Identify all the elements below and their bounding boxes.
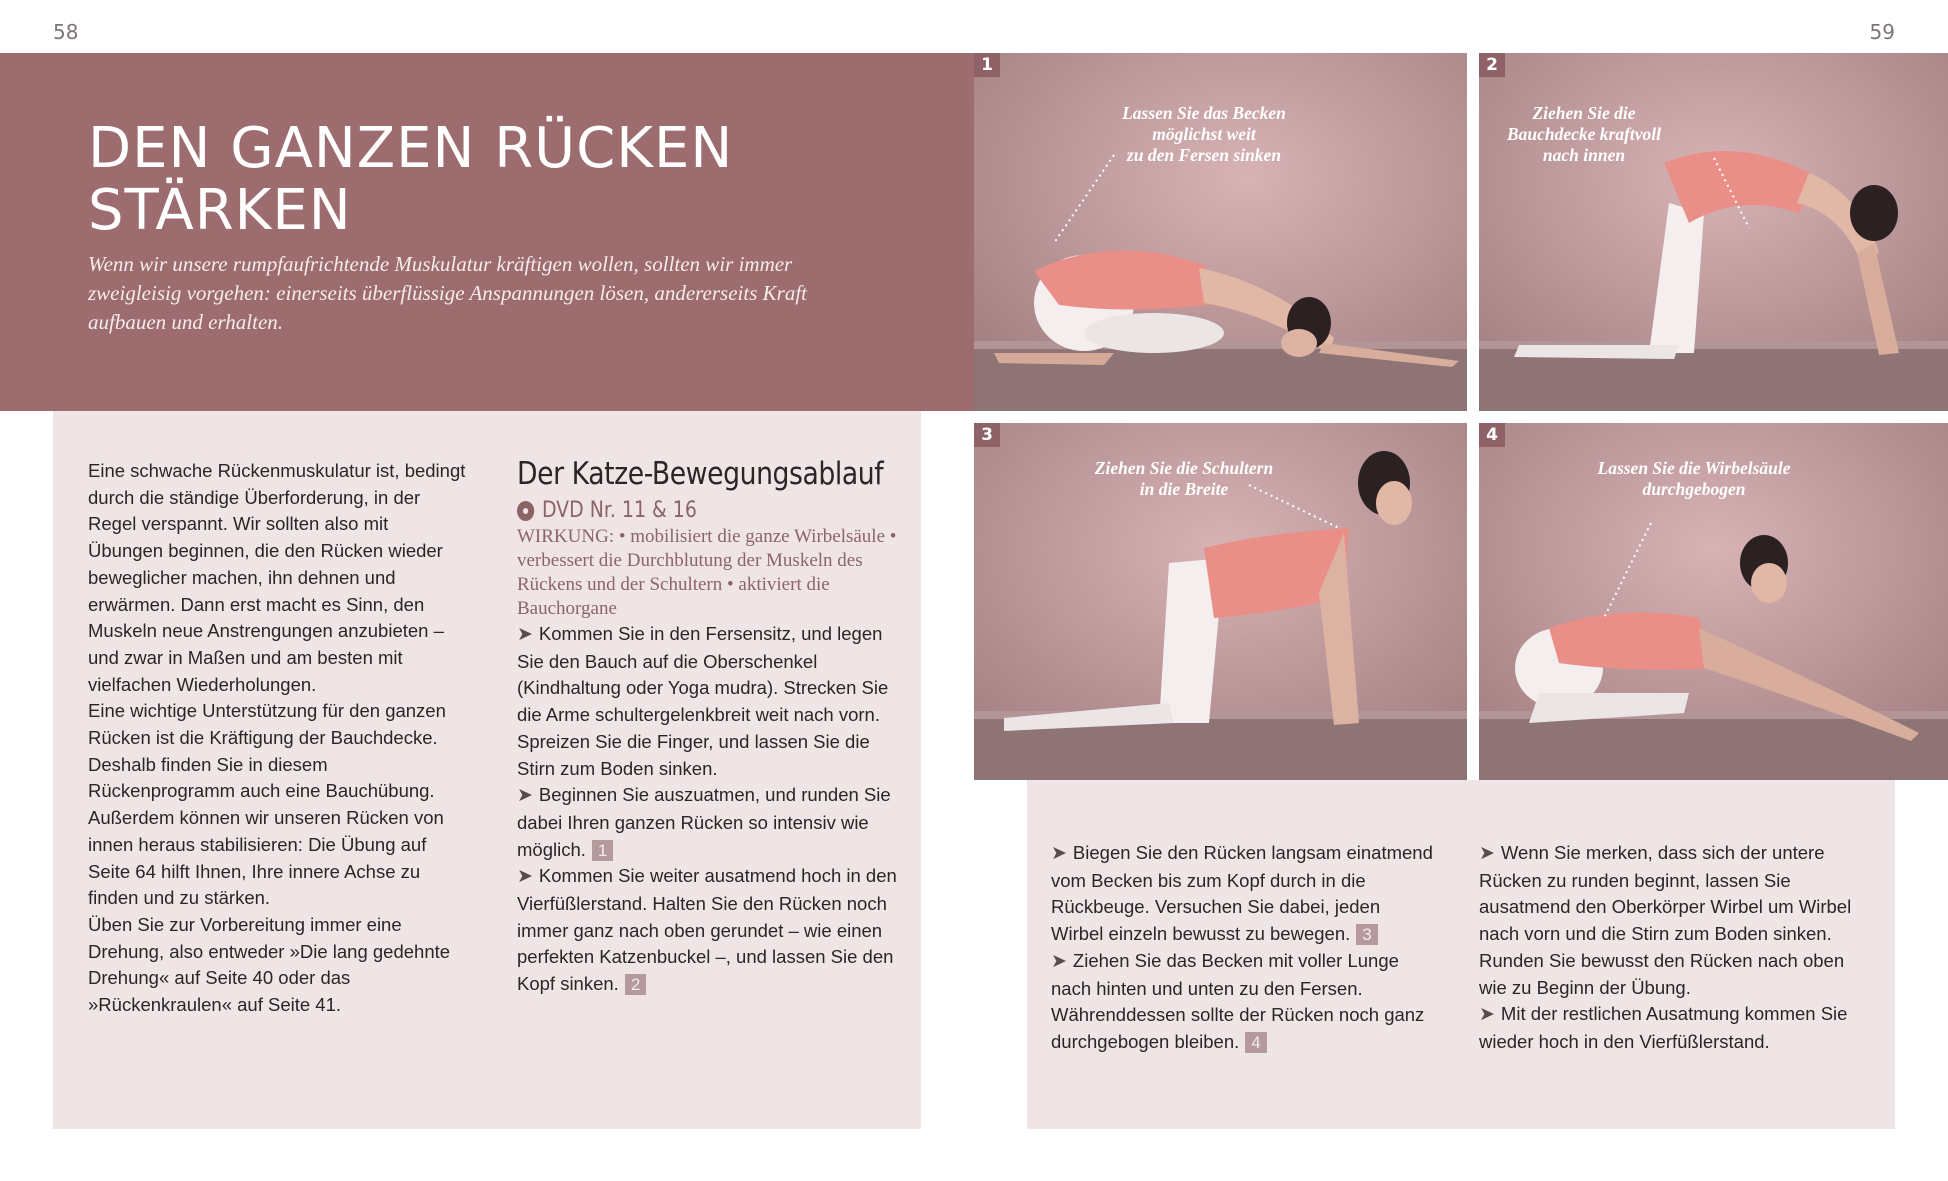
step-item — [1479, 840, 1864, 1001]
step-item — [1479, 1001, 1864, 1055]
photo-caption: Lassen Sie das Becken möglichst weit zu den Fersen sinken — [1122, 103, 1286, 165]
photo-caption: Ziehen Sie die Bauchdecke kraftvoll nach innen — [1506, 103, 1662, 165]
step-item — [517, 863, 902, 998]
title-line-2: STÄRKEN — [88, 178, 352, 243]
photo-ref-badge: 1 — [592, 840, 613, 861]
photo-number-badge: 3 — [974, 423, 1000, 447]
photo-3 — [974, 423, 1467, 780]
arrow-icon: ➤ — [517, 866, 533, 888]
photo-ref-badge: 2 — [625, 974, 646, 995]
body-paragraph: Eine schwache Rückenmuskulatur ist, bedingt durch die ständige Überforderung, in der Regel verspannt. Wir sollten also mit Übungen beginnen, die den Rücken wieder beweglicher machen, ihn dehnen und erwärmen. Dann erst macht es Sinn, den Muskeln neue Anstrengungen anzubieten – und zwar in Maßen und am besten mit vielfachen Wiederholungen. — [88, 460, 466, 695]
arrow-icon: ➤ — [517, 785, 533, 807]
title-line-1: DEN GANZEN RÜCKEN — [88, 116, 734, 181]
exercise-column — [517, 455, 902, 998]
left-column — [88, 458, 468, 1019]
intro-text: Wenn wir unsere rumpfaufrichtende Muskulatur kräftigen wollen, sollten wir immer zweigleisig vorgehen: einerseits überflüssige Anspannungen lösen, andererseits Kraft aufbauen und erhalten. — [88, 252, 807, 334]
photo-ref-badge: 4 — [1245, 1032, 1266, 1053]
step-text: Mit der restlichen Ausatmung kommen Sie wieder hoch in den Vierfüßlerstand. — [1479, 1003, 1848, 1052]
photo-1 — [974, 53, 1467, 411]
dvd-disc-icon — [517, 501, 534, 521]
body-paragraph: Außerdem können wir unseren Rücken von innen heraus stabilisieren: Die Übung auf Seite 64 hilft Ihnen, Ihre innere Achse zu finden und zu stärken. — [88, 807, 444, 909]
photo-number-badge: 1 — [974, 53, 1000, 77]
photo-caption: Ziehen Sie die Schultern in die Breite — [1094, 458, 1274, 499]
page-title — [88, 118, 733, 242]
step-text: Wenn Sie merken, dass sich der untere Rücken zu runden beginnt, lassen Sie ausatmend den Oberkörper Wirbel um Wirbel nach vorn und die Stirn zum Boden sinken. Runden Sie bewusst den Rücken nach oben wie zu Beginn der Übung. — [1479, 842, 1852, 998]
photo-2 — [1479, 53, 1948, 411]
step-item — [517, 621, 902, 782]
step-text: Kommen Sie in den Fersensitz, und legen Sie den Bauch auf die Oberschenkel (Kindhaltung oder Yoga mudra). Strecken Sie die Arme schultergelenkbreit weit nach vorn. Spreizen Sie die Finger, und lassen Sie die Stirn zum Boden sinken. — [517, 623, 889, 779]
photo-caption: Lassen Sie die Wirbelsäule durchgebogen — [1597, 458, 1791, 499]
effect-text: WIRKUNG: • mobilisiert die ganze Wirbelsäule • verbessert die Durchblutung der Muskeln des Rückens und der Schultern • aktiviert die Bauchorgane — [517, 526, 897, 619]
arrow-icon: ➤ — [1051, 843, 1067, 864]
steps-column-4 — [1479, 840, 1864, 1056]
step-text: Beginnen Sie auszuatmen, und runden Sie dabei Ihren ganzen Rücken so intensiv wie möglich. — [517, 784, 891, 860]
dvd-reference — [517, 497, 848, 525]
photo-ref-badge: 3 — [1356, 924, 1377, 945]
photo-4 — [1479, 423, 1948, 780]
step-item — [1051, 840, 1436, 948]
arrow-icon: ➤ — [517, 624, 533, 645]
page-number-right: 59 — [1869, 20, 1895, 44]
step-text: Ziehen Sie das Becken mit voller Lunge nach hinten und unten zu den Fersen. Währenddessen sollte der Rücken noch ganz durchgebogen bleiben. — [1051, 949, 1425, 1052]
dvd-label: DVD Nr. 11 & 16 — [541, 498, 697, 523]
body-paragraph: Üben Sie zur Vorbereitung immer eine Drehung, also entweder »Die lang gedehnte Drehung« auf Seite 40 oder das »Rückenkraulen« auf Seite 41. — [88, 913, 451, 1016]
steps-column-3 — [1051, 840, 1436, 1056]
arrow-icon: ➤ — [1479, 1004, 1495, 1026]
step-text: Biegen Sie den Rücken langsam einatmend vom Becken bis zum Kopf durch in die Rückbeuge. Versuchen Sie dabei, jeden Wirbel einzeln bewusst zu bewegen. — [1051, 842, 1433, 945]
step-item — [517, 782, 902, 863]
step-text: Kommen Sie weiter ausatmend hoch in den Vierfüßlerstand. Halten Sie den Rücken noch immer ganz nach oben gerundet – wie einen perfekten Katzenbuckel –, und lassen Sie den Kopf sinken. — [517, 865, 897, 995]
photo-number-badge: 4 — [1479, 423, 1505, 447]
page-number-left: 58 — [53, 20, 79, 44]
arrow-icon: ➤ — [1479, 843, 1495, 864]
exercise-title: Der Katze-Bewegungsablauf — [517, 456, 884, 492]
photo-number-badge: 2 — [1479, 53, 1505, 77]
arrow-icon: ➤ — [1051, 950, 1067, 972]
body-paragraph: Eine wichtige Unterstützung für den ganzen Rücken ist die Kräftigung der Bauchdecke. Deshalb finden Sie in diesem Rückenprogramm auch eine Bauchübung. — [88, 700, 446, 802]
step-item — [1051, 948, 1436, 1056]
